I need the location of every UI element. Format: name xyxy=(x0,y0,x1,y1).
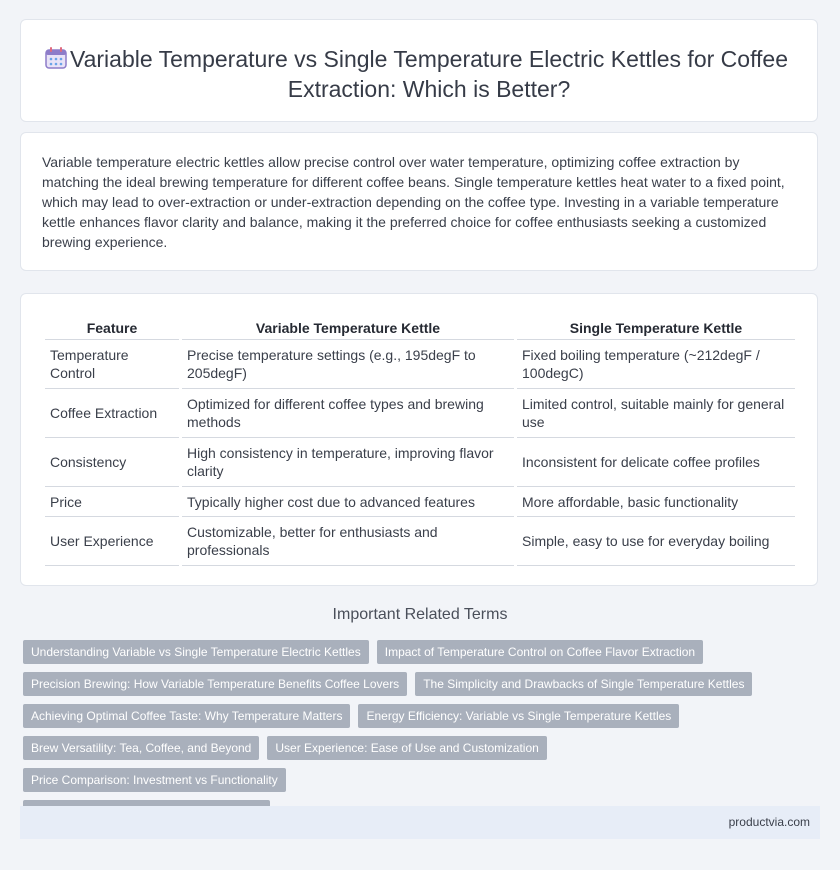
table-cell: Coffee Extraction xyxy=(45,389,179,438)
intro-paragraph: Variable temperature electric kettles allow precise control over water temperature, optimizing coffee extraction by matching the ideal brewing temperature for different coffee beans. Single temperature kettles heat water to a fixed point, which may lead to over-extraction or under-extraction depending on the coffee type. Investing in a variable temperature kettle enhances flavor clarity and balance, making it the preferred choice for coffee enthusiasts seeking a customized brewing experience. xyxy=(42,154,785,250)
table-cell: Precise temperature settings (e.g., 195degF to 205degF) xyxy=(182,340,514,389)
page-title: Variable Temperature vs Single Temperature Electric Kettles for Coffee Extraction: Which is Better? xyxy=(69,46,789,102)
table-row xyxy=(45,487,795,517)
related-terms-heading: Important Related Terms xyxy=(332,606,508,623)
related-term-tag[interactable]: Achieving Optimal Coffee Taste: Why Temperature Matters xyxy=(23,704,350,728)
column-header-variable: Variable Temperature Kettle xyxy=(182,315,514,340)
related-term-tag[interactable]: Understanding Variable vs Single Temperature Electric Kettles xyxy=(23,640,369,664)
related-term-tag[interactable]: Precision Brewing: How Variable Temperature Benefits Coffee Lovers xyxy=(23,672,407,696)
table-cell: Typically higher cost due to advanced features xyxy=(182,487,514,517)
table-header-row xyxy=(45,315,795,340)
footer-site-name[interactable]: productvia.com xyxy=(728,815,810,829)
table-cell: Price xyxy=(45,487,179,517)
table-cell: Optimized for different coffee types and brewing methods xyxy=(182,389,514,438)
table-row xyxy=(45,517,795,566)
related-term-tag[interactable]: Energy Efficiency: Variable vs Single Temperature Kettles xyxy=(358,704,679,728)
intro-card xyxy=(20,132,818,271)
table-cell: More affordable, basic functionality xyxy=(517,487,795,517)
header-card xyxy=(20,19,818,122)
column-header-feature: Feature xyxy=(45,315,179,340)
table-cell: Temperature Control xyxy=(45,340,179,389)
table-cell: Inconsistent for delicate coffee profiles xyxy=(517,438,795,487)
related-term-tag[interactable]: Brew Versatility: Tea, Coffee, and Beyond xyxy=(23,736,259,760)
related-term-tag[interactable]: Price Comparison: Investment vs Functionality xyxy=(23,768,286,792)
comparison-table xyxy=(42,315,798,566)
table-cell: Fixed boiling temperature (~212degF / 100degC) xyxy=(517,340,795,389)
related-terms-list xyxy=(23,640,823,832)
table-cell: Consistency xyxy=(45,438,179,487)
table-cell: High consistency in temperature, improving flavor clarity xyxy=(182,438,514,487)
table-cell: Simple, easy to use for everyday boiling xyxy=(517,517,795,566)
footer xyxy=(20,806,820,839)
related-term-tag[interactable]: User Experience: Ease of Use and Customization xyxy=(267,736,546,760)
table-row xyxy=(45,340,795,389)
related-term-tag[interactable]: Impact of Temperature Control on Coffee Flavor Extraction xyxy=(377,640,703,664)
table-cell: Customizable, better for enthusiasts and professionals xyxy=(182,517,514,566)
related-term-tag[interactable]: The Simplicity and Drawbacks of Single Temperature Kettles xyxy=(415,672,752,696)
table-row xyxy=(45,438,795,487)
comparison-table-card xyxy=(20,293,818,586)
table-row xyxy=(45,389,795,438)
table-cell: Limited control, suitable mainly for general use xyxy=(517,389,795,438)
table-cell: User Experience xyxy=(45,517,179,566)
column-header-single: Single Temperature Kettle xyxy=(517,315,795,340)
